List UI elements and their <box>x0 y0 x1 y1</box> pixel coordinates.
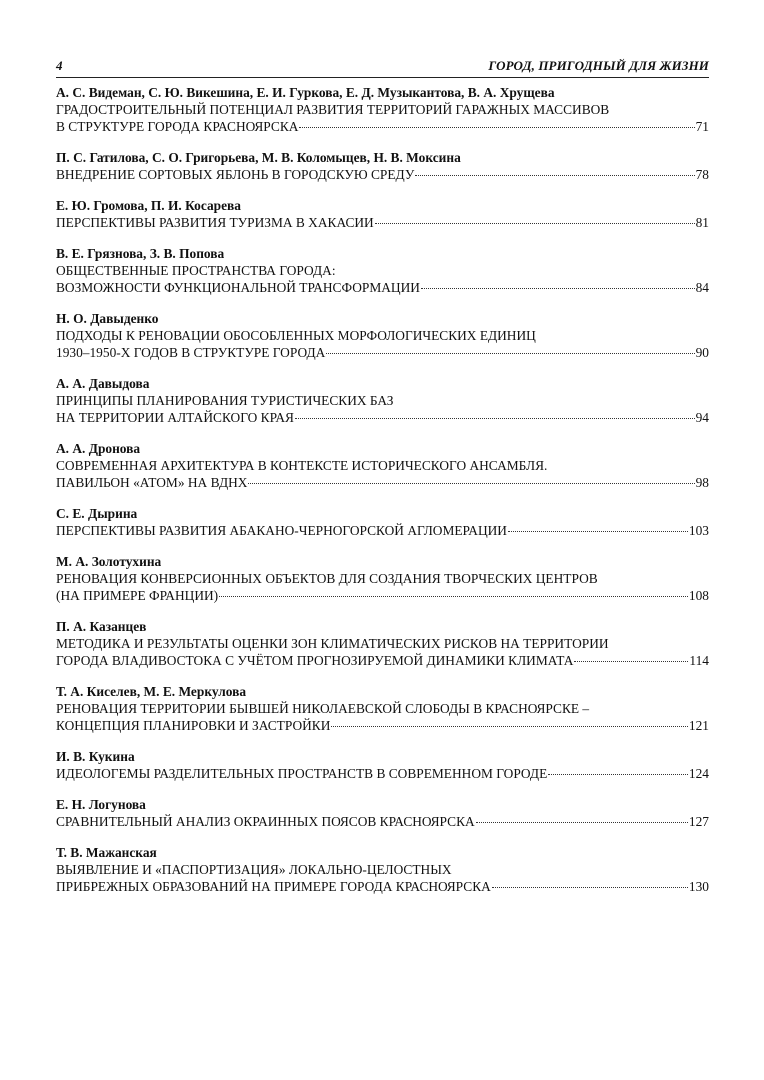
toc-entry-authors: В. Е. Грязнова, З. В. Попова <box>56 246 225 261</box>
toc-entry <box>56 197 709 231</box>
toc-entry-title-final-line <box>56 878 709 895</box>
dot-leader <box>508 531 688 532</box>
toc-entry-authors: А. А. Дронова <box>56 441 141 456</box>
toc-entry-title-text: ПАВИЛЬОН «АТОМ» НА ВДНХ <box>56 475 248 490</box>
toc-entry-title-final-line <box>56 118 709 135</box>
dot-leader <box>415 175 694 176</box>
toc-entry <box>56 84 709 135</box>
toc-entry-title-line: РЕНОВАЦИЯ ТЕРРИТОРИИ БЫВШЕЙ НИКОЛАЕВСКОЙ СЛОБОДЫ В КРАСНОЯРСКЕ – <box>56 701 590 716</box>
toc-entry-title-final-line <box>56 717 709 734</box>
toc-entry-title-line: МЕТОДИКА И РЕЗУЛЬТАТЫ ОЦЕНКИ ЗОН КЛИМАТИЧЕСКИХ РИСКОВ НА ТЕРРИТОРИИ <box>56 636 609 651</box>
toc-entry-title-text: ПЕРСПЕКТИВЫ РАЗВИТИЯ АБАКАНО-ЧЕРНОГОРСКОЙ АГЛОМЕРАЦИИ <box>56 523 507 538</box>
toc-entry-title-text: НА ТЕРРИТОРИИ АЛТАЙСКОГО КРАЯ <box>56 410 294 425</box>
dot-leader <box>476 822 688 823</box>
page-number: 4 <box>56 58 63 73</box>
toc-entry-title-line: РЕНОВАЦИЯ КОНВЕРСИОННЫХ ОБЪЕКТОВ ДЛЯ СОЗДАНИЯ ТВОРЧЕСКИХ ЦЕНТРОВ <box>56 571 598 586</box>
toc-entry-authors: П. С. Гатилова, С. О. Григорьева, М. В. Коломыцев, Н. В. Моксина <box>56 150 461 165</box>
running-header <box>56 58 709 78</box>
toc-entry-title-final-line <box>56 474 709 491</box>
toc-entry-authors: П. А. Казанцев <box>56 619 147 634</box>
toc-entry <box>56 310 709 361</box>
toc-entry-authors: И. В. Кукина <box>56 749 135 764</box>
toc-entry-title-line: ВЫЯВЛЕНИЕ И «ПАСПОРТИЗАЦИЯ» ЛОКАЛЬНО-ЦЕЛОСТНЫХ <box>56 862 452 877</box>
toc-entry-page-number: 108 <box>688 588 709 603</box>
toc-entry-title-text: ПРИБРЕЖНЫХ ОБРАЗОВАНИЙ НА ПРИМЕРЕ ГОРОДА КРАСНОЯРСКА <box>56 879 491 894</box>
toc-entry-authors: Е. Н. Логунова <box>56 797 146 812</box>
toc-entry <box>56 796 709 830</box>
toc-entry <box>56 505 709 539</box>
toc-entry-title-line: СОВРЕМЕННАЯ АРХИТЕКТУРА В КОНТЕКСТЕ ИСТОРИЧЕСКОГО АНСАМБЛЯ. <box>56 458 548 473</box>
toc-entry <box>56 683 709 734</box>
running-title: ГОРОД, ПРИГОДНЫЙ ДЛЯ ЖИЗНИ <box>488 58 709 73</box>
toc-entry <box>56 245 709 296</box>
dot-leader <box>492 887 688 888</box>
toc-entry-authors: Т. В. Мажанская <box>56 845 157 860</box>
toc-entry-title-final-line <box>56 279 709 296</box>
toc-entry-page-number: 130 <box>688 879 709 894</box>
dot-leader <box>375 223 695 224</box>
toc-entry-page-number: 121 <box>688 718 709 733</box>
toc-entry-page-number: 84 <box>695 280 709 295</box>
dot-leader <box>548 774 688 775</box>
toc-entry-title-text: (НА ПРИМЕРЕ ФРАНЦИИ) <box>56 588 219 603</box>
toc-entry-title-final-line <box>56 166 709 183</box>
toc-entry-title-text: В СТРУКТУРЕ ГОРОДА КРАСНОЯРСКА <box>56 119 299 134</box>
toc-entry-title-final-line <box>56 587 709 604</box>
toc-entry-title-line: ОБЩЕСТВЕННЫЕ ПРОСТРАНСТВА ГОРОДА: <box>56 263 336 278</box>
dot-leader <box>574 661 688 662</box>
toc-entry-authors: Н. О. Давыденко <box>56 311 159 326</box>
toc-entry-title-line: ПОДХОДЫ К РЕНОВАЦИИ ОБОСОБЛЕННЫХ МОРФОЛОГИЧЕСКИХ ЕДИНИЦ <box>56 328 536 343</box>
toc-entry <box>56 440 709 491</box>
toc-entry-authors: М. А. Золотухина <box>56 554 162 569</box>
toc-entry-authors: А. С. Видеман, С. Ю. Викешина, Е. И. Гуркова, Е. Д. Музыкантова, В. А. Хрущева <box>56 85 555 100</box>
toc-entry <box>56 553 709 604</box>
dot-leader <box>295 418 695 419</box>
toc-entry-title-final-line <box>56 652 709 669</box>
toc-entry-title-text: 1930–1950-Х ГОДОВ В СТРУКТУРЕ ГОРОДА <box>56 345 326 360</box>
toc-entry-title-text: ПЕРСПЕКТИВЫ РАЗВИТИЯ ТУРИЗМА В ХАКАСИИ <box>56 215 374 230</box>
toc-entry <box>56 149 709 183</box>
dot-leader <box>299 127 694 128</box>
toc-entry-page-number: 124 <box>688 766 709 781</box>
toc-entry-page-number: 71 <box>695 119 709 134</box>
toc-entry-title-text: ВОЗМОЖНОСТИ ФУНКЦИОНАЛЬНОЙ ТРАНСФОРМАЦИИ <box>56 280 420 295</box>
toc-entry-title-final-line <box>56 765 709 782</box>
toc-entry-title-final-line <box>56 344 709 361</box>
toc-entry-page-number: 78 <box>695 167 709 182</box>
toc-entry-title-line: ГРАДОСТРОИТЕЛЬНЫЙ ПОТЕНЦИАЛ РАЗВИТИЯ ТЕРРИТОРИЙ ГАРАЖНЫХ МАССИВОВ <box>56 102 610 117</box>
toc-entry-title-text: СРАВНИТЕЛЬНЫЙ АНАЛИЗ ОКРАИННЫХ ПОЯСОВ КРАСНОЯРСКА <box>56 814 475 829</box>
dot-leader <box>331 726 688 727</box>
toc-entry-title-text: ИДЕОЛОГЕМЫ РАЗДЕЛИТЕЛЬНЫХ ПРОСТРАНСТВ В СОВРЕМЕННОМ ГОРОДЕ <box>56 766 548 781</box>
toc-entry-authors: Т. А. Киселев, М. Е. Меркулова <box>56 684 247 699</box>
toc-entry-authors: А. А. Давыдова <box>56 376 150 391</box>
toc-entry-title-text: ВНЕДРЕНИЕ СОРТОВЫХ ЯБЛОНЬ В ГОРОДСКУЮ СРЕДУ <box>56 167 415 182</box>
toc-entry-page-number: 114 <box>689 653 709 668</box>
toc-entry-page-number: 81 <box>695 215 709 230</box>
toc-entry-page-number: 103 <box>688 523 709 538</box>
table-of-contents <box>56 84 709 895</box>
toc-entry <box>56 375 709 426</box>
document-page <box>56 58 709 909</box>
toc-entry-page-number: 98 <box>695 475 709 490</box>
toc-entry-title-text: ГОРОДА ВЛАДИВОСТОКА С УЧЁТОМ ПРОГНОЗИРУЕМОЙ ДИНАМИКИ КЛИМАТА <box>56 653 574 668</box>
toc-entry-authors: С. Е. Дырина <box>56 506 138 521</box>
toc-entry-title-final-line <box>56 214 709 231</box>
toc-entry-page-number: 127 <box>688 814 709 829</box>
toc-entry-title-final-line <box>56 813 709 830</box>
toc-entry-page-number: 94 <box>695 410 709 425</box>
toc-entry <box>56 618 709 669</box>
dot-leader <box>248 483 694 484</box>
toc-entry-title-text: КОНЦЕПЦИЯ ПЛАНИРОВКИ И ЗАСТРОЙКИ <box>56 718 331 733</box>
dot-leader <box>219 596 688 597</box>
dot-leader <box>326 353 694 354</box>
toc-entry-title-final-line <box>56 522 709 539</box>
toc-entry-title-final-line <box>56 409 709 426</box>
toc-entry-page-number: 90 <box>695 345 709 360</box>
toc-entry-title-line: ПРИНЦИПЫ ПЛАНИРОВАНИЯ ТУРИСТИЧЕСКИХ БАЗ <box>56 393 394 408</box>
dot-leader <box>421 288 695 289</box>
toc-entry-authors: Е. Ю. Громова, П. И. Косарева <box>56 198 241 213</box>
toc-entry <box>56 844 709 895</box>
toc-entry <box>56 748 709 782</box>
